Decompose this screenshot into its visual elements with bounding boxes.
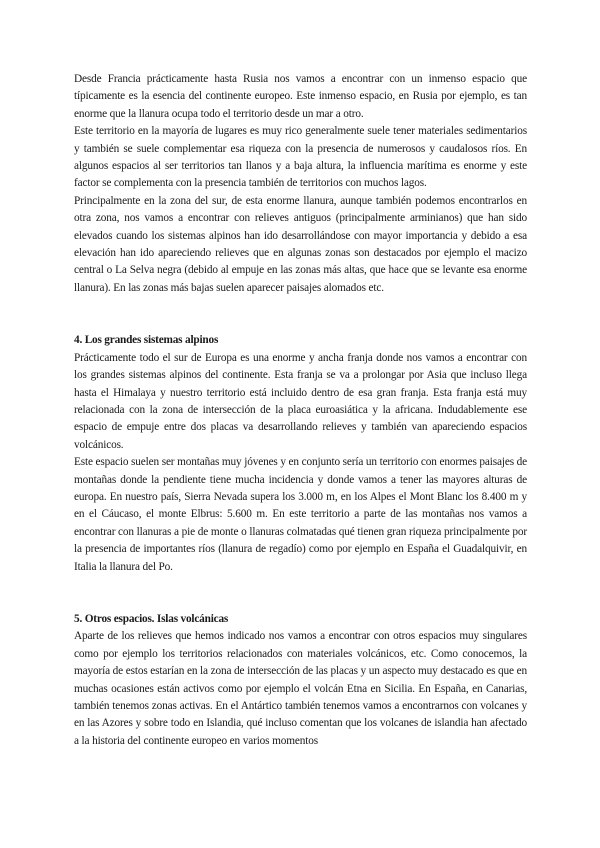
section-4-paragraph-2: Este espacio suelen ser montañas muy jóvenes y en conjunto sería un territorio con enormes paisajes de montañas donde la pendiente tiene mucha incidencia y donde vamos a tener las mayores alturas de europa. En nuestro país, Sierra Nevada supera los 3.000 m, en los Alpes el Mont Blanc los 8.400 m y en el Cáucaso, el monte Elbrus: 5.600 m. En este territorio a parte de las montañas nos vamos a encontrar con llanuras a pie de monte o llanuras colmatadas qué tienen gran riqueza principalmente por la presencia de importantes ríos (llanura de regadío) como por ejemplo en España el Guadalquivir, en Italia la llanura del Po. [74,456,527,573]
section-4-paragraph-1: Prácticamente todo el sur de Europa es una enorme y ancha franja donde nos vamos a encontrar con los grandes sistemas alpinos del continente. Esta franja se va a prolongar por Asia que incluso llega hasta el Himalaya y nuestro territorio está incluido dentro de esa gran franja. Esta franja está muy relacionada con la zona de intersección de la placa euroasiática y la africana. Indudablemente ese espacio de empuje entre dos placas va desarrollando relieves y también van apareciendo espacios volcánicos. [74,351,527,451]
intro-paragraph-2: Este territorio en la mayoría de lugares es muy rico generalmente suele tener materiales sedimentarios y también se suele complementar esa riqueza con la presencia de numerosos y caudalosos ríos. En algunos espacios al ser territorios tan llanos y a baja altura, la influencia marítima es enorme y este factor se complementa con la presencia también de territorios con muchos lagos. [74,125,527,190]
document-body [74,71,527,750]
section-4-heading: 4. Los grandes sistemas alpinos [74,334,219,347]
section-5-paragraph-1: Aparte de los relieves que hemos indicado nos vamos a encontrar con otros espacios muy singulares como por ejemplo los territorios relacionados con materiales volcánicos, etc. Como conocemos, la mayoría de estos estarían en la zona de intersección de las placas y un aspecto muy destacado es que en muchas ocasiones están activos como por ejemplo el volcán Etna en Sicilia. En España, en Canarias, también tenemos zonas activas. En el Antártico también tenemos vamos a encontrarnos con volcanes y en las Azores y sobre todo en Islandia, qué incluso comentan que los volcanes de islandia han afectado a la historia del continente europeo en varios momentos [74,630,527,747]
section-5-heading: 5. Otros espacios. Islas volcánicas [74,612,229,625]
intro-paragraph-1: Desde Francia prácticamente hasta Rusia nos vamos a encontrar con un inmenso espacio que típicamente es la esencia del continente europeo. Este inmenso espacio, en Rusia por ejemplo, es tan enorme que la llanura ocupa todo el territorio desde un mar a otro. [74,73,527,120]
intro-paragraph-3: Principalmente en la zona del sur, de esta enorme llanura, aunque también podemos encontrarlos en otra zona, nos vamos a encontrar con relieves antiguos (principalmente arminianos) que han sido elevados cuando los sistemas alpinos han ido desarrollándose con mayor importancia y debido a esa elevación han ido apareciendo relieves que en algunas zonas son destacados por ejemplo el macizo central o La Selva negra (debido al empuje en las zonas más altas, que hace que se levante esa enorme llanura). En las zonas más bajas suelen aparecer paisajes alomados etc. [74,194,527,294]
section-spacer [74,297,527,332]
section-spacer [74,576,527,611]
